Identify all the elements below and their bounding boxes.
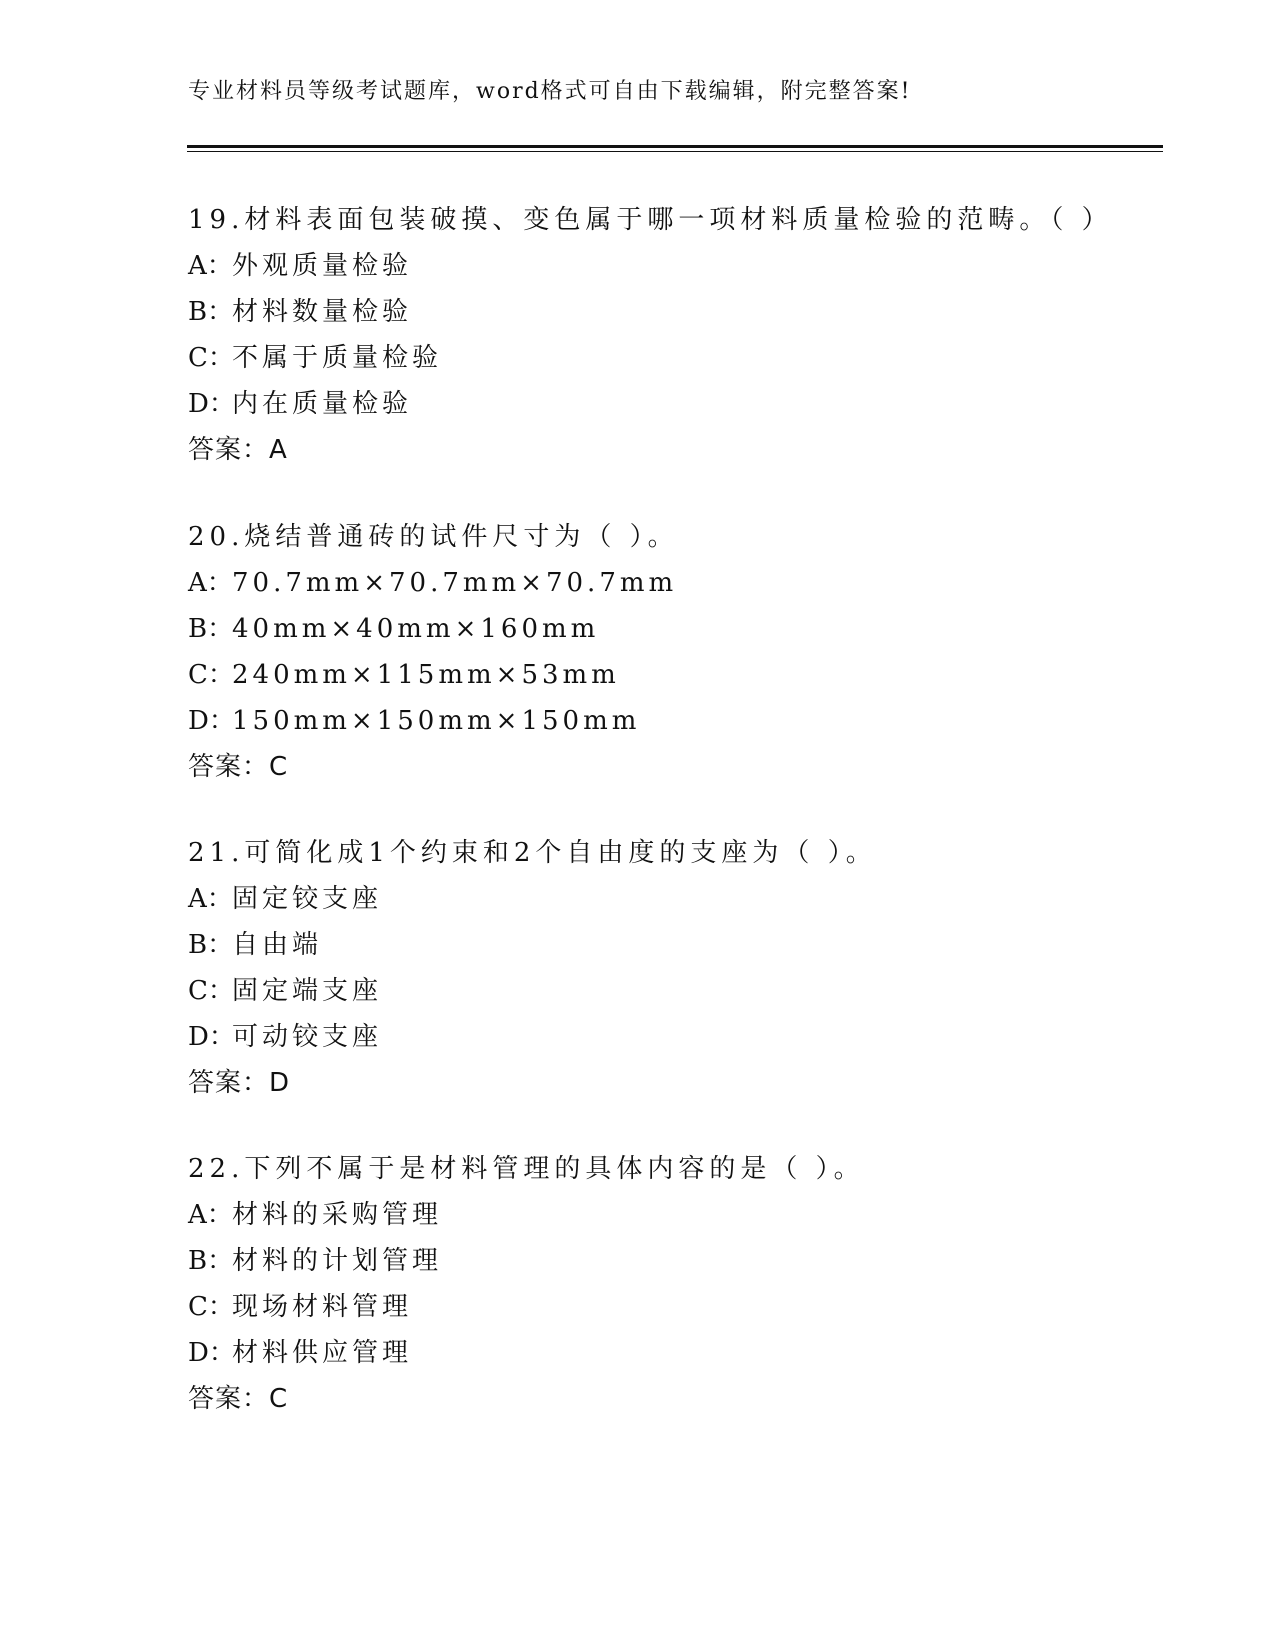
option-label: D： <box>188 706 235 736</box>
question-stem: 22.下列不属于是材料管理的具体内容的是（ ）。 <box>188 1154 865 1184</box>
option-d <box>188 381 1168 427</box>
option-c <box>188 968 1168 1014</box>
question-19 <box>188 197 1168 473</box>
option-text: 不属于质量检验 <box>232 343 443 373</box>
option-text: 固定端支座 <box>232 976 383 1006</box>
option-label: D： <box>188 1338 235 1368</box>
option-label: B： <box>188 1246 234 1276</box>
answer: 答案：D <box>188 1068 291 1098</box>
option-label: C： <box>188 1292 234 1322</box>
option-text: 40mm×40mm×160mm <box>232 614 600 644</box>
question-20 <box>188 514 1168 790</box>
option-text: 240mm×115mm×53mm <box>232 660 620 690</box>
option-text: 现场材料管理 <box>232 1292 413 1322</box>
option-text: 150mm×150mm×150mm <box>232 706 641 736</box>
option-text: 材料供应管理 <box>232 1338 413 1368</box>
option-label: A： <box>188 568 233 598</box>
answer: 答案：C <box>188 1384 289 1414</box>
option-text: 材料数量检验 <box>232 297 413 327</box>
option-text: 固定铰支座 <box>232 884 383 914</box>
question-stem: 19.材料表面包装破摸、变色属于哪一项材料质量检验的范畴。（ ） <box>188 205 1113 235</box>
option-label: A： <box>188 884 233 914</box>
option-label: C： <box>188 660 234 690</box>
option-label: B： <box>188 297 234 327</box>
option-text: 材料的采购管理 <box>232 1200 443 1230</box>
option-label: C： <box>188 343 234 373</box>
option-d <box>188 1014 1168 1060</box>
option-a <box>188 876 1168 922</box>
question-stem: 20.烧结普通砖的试件尺寸为（ ）。 <box>188 522 679 552</box>
option-text: 内在质量检验 <box>232 389 413 419</box>
answer: 答案：C <box>188 752 289 782</box>
option-label: D： <box>188 389 235 419</box>
option-text: 外观质量检验 <box>232 251 413 281</box>
option-label: B： <box>188 930 234 960</box>
question-22 <box>188 1146 1168 1422</box>
answer: 答案：A <box>188 435 288 465</box>
option-a <box>188 1192 1168 1238</box>
option-text: 可动铰支座 <box>232 1022 383 1052</box>
option-b <box>188 922 1168 968</box>
option-c <box>188 335 1168 381</box>
option-label: D： <box>188 1022 235 1052</box>
option-text: 70.7mm×70.7mm×70.7mm <box>232 568 678 598</box>
option-label: B： <box>188 614 234 644</box>
option-c <box>188 1284 1168 1330</box>
header-rule-thin <box>187 151 1163 152</box>
option-text: 自由端 <box>232 930 323 960</box>
option-b <box>188 1238 1168 1284</box>
option-b <box>188 606 1168 652</box>
option-d <box>188 698 1168 744</box>
option-label: C： <box>188 976 234 1006</box>
header-rule-thick <box>187 145 1163 148</box>
option-text: 材料的计划管理 <box>232 1246 443 1276</box>
option-c <box>188 652 1168 698</box>
option-label: A： <box>188 251 233 281</box>
option-a <box>188 560 1168 606</box>
option-a <box>188 243 1168 289</box>
question-stem: 21.可简化成1个约束和2个自由度的支座为（ ）。 <box>188 838 877 868</box>
page-header: 专业材料员等级考试题库，word格式可自由下载编辑，附完整答案! <box>188 79 912 104</box>
option-b <box>188 289 1168 335</box>
option-d <box>188 1330 1168 1376</box>
question-21 <box>188 830 1168 1106</box>
option-label: A： <box>188 1200 233 1230</box>
